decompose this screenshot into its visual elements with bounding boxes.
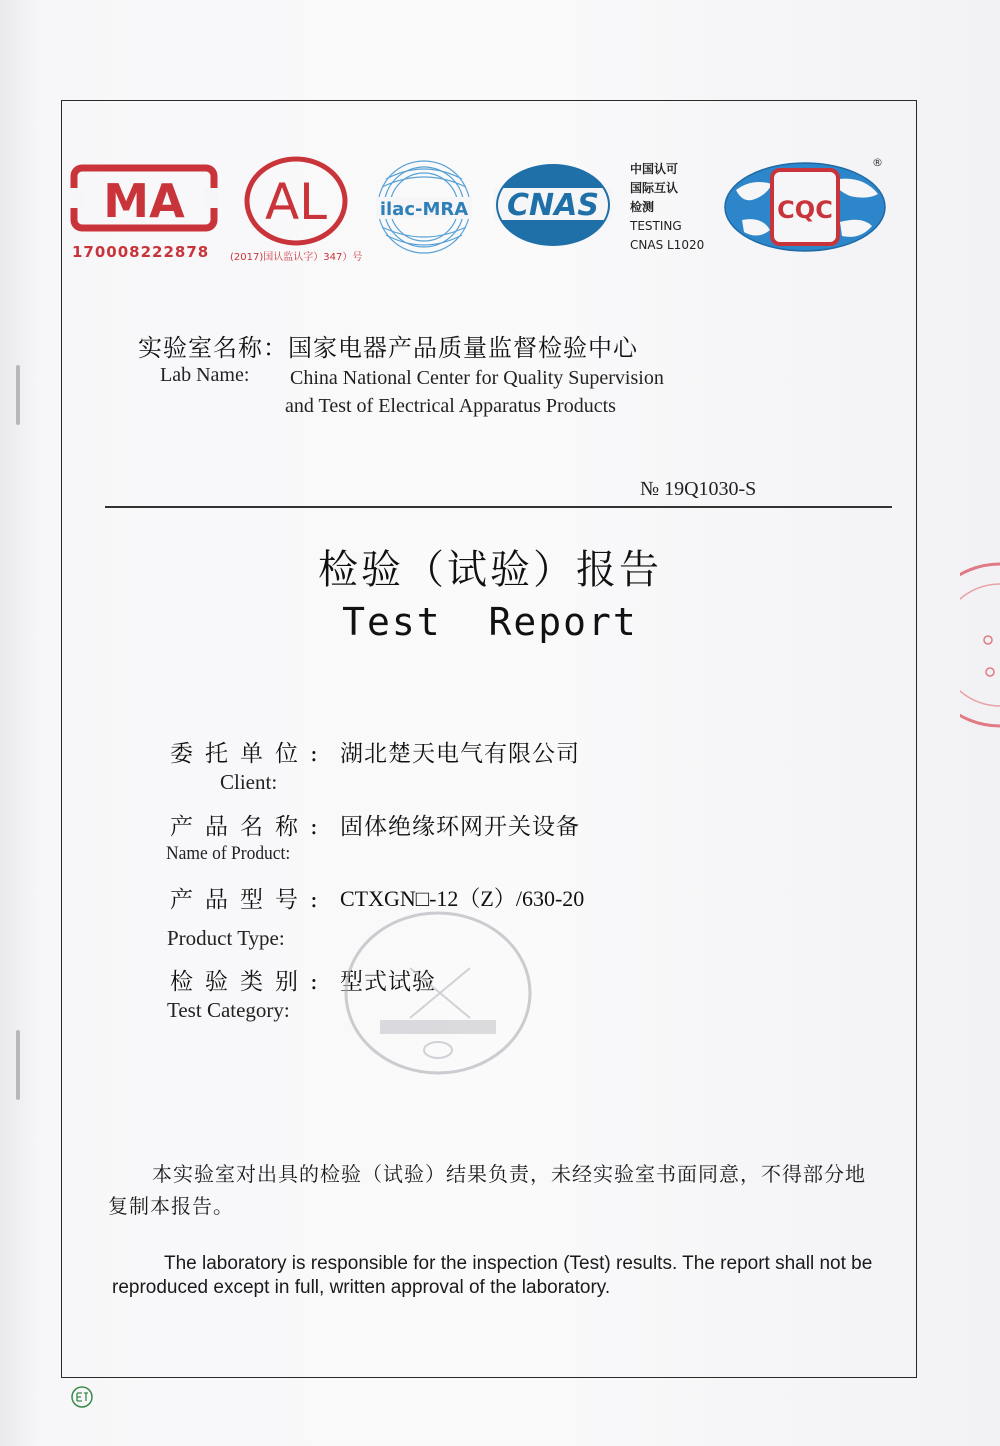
cma-logo (70, 162, 218, 234)
header-divider (105, 506, 892, 508)
disclaimer-english: The laboratory is responsible for the inspection (Test) results. The report shall not be reproduced except in full, written approval of the laboratory. (112, 1253, 873, 1298)
test-category-label-en: Test Category: (167, 998, 290, 1022)
binding-mark (16, 1030, 20, 1100)
disclaimer-chinese: 本实验室对出具的检验（试验）结果负责，未经实验室书面同意，不得部分地复制本报告。 (108, 1162, 866, 1218)
side-red-stamp (960, 560, 1000, 730)
cma-certificate-number: 170008222878 (72, 243, 210, 261)
cqc-logo-text: CQC (777, 196, 833, 224)
cnas-line: 国际互认 (630, 181, 679, 195)
binding-mark (16, 365, 20, 425)
registered-mark: ® (872, 156, 883, 169)
product-type-label-cn: 产品型号: (170, 887, 330, 913)
cal-logo-text: AL (264, 173, 328, 231)
cqc-logo (722, 160, 888, 254)
footer-circle-mark-icon (70, 1385, 94, 1409)
ilac-logo-text: ilac-MRA (379, 199, 469, 220)
product-name-label-en: Name of Product: (166, 843, 291, 864)
lab-name-label: Lab Name: (160, 364, 250, 386)
cnas-line: CNAS L1020 (630, 238, 705, 252)
client-label-cn: 委托单位: (170, 741, 330, 767)
lab-name-english (285, 364, 770, 420)
cnas-logo-text: CNAS (507, 188, 599, 223)
official-seal (340, 908, 536, 1078)
product-name-value: 固体绝缘环网开关设备 (340, 814, 580, 840)
lab-name-chinese: 实验室名称：国家电器产品质量监督检验中心 (138, 334, 638, 362)
test-category-label-cn: 检验类别: (170, 969, 330, 995)
cma-logo-text: MA (103, 174, 185, 228)
lab-name-english-line: China National Center for Quality Supervision (290, 367, 664, 389)
product-type-label-en: Product Type: (167, 926, 285, 950)
cal-logo (243, 155, 349, 247)
ilac-mra-logo (372, 157, 476, 257)
lab-name-english-line: and Test of Electrical Apparatus Products (285, 395, 616, 417)
cal-caption: (2017)国认监认字）347）号 (230, 252, 363, 263)
cnas-line: 中国认可 (630, 162, 679, 176)
report-number: № 19Q1030-S (640, 478, 757, 500)
client-label-en: Client: (220, 770, 278, 794)
client-value: 湖北楚天电气有限公司 (340, 741, 580, 767)
report-title-english: Test Report (342, 600, 638, 644)
cnas-line: TESTING (630, 219, 682, 233)
test-category-value: 型式试验 (340, 969, 436, 995)
product-name-label-cn: 产品名称: (170, 814, 330, 840)
cnas-accreditation-text (630, 160, 704, 255)
report-title-chinese: 检验（试验）报告 (318, 547, 662, 593)
cnas-logo (494, 162, 612, 248)
cnas-line: 检测 (630, 200, 655, 214)
product-type-value: CTXGN□-12（Z）/630-20 (340, 886, 585, 911)
